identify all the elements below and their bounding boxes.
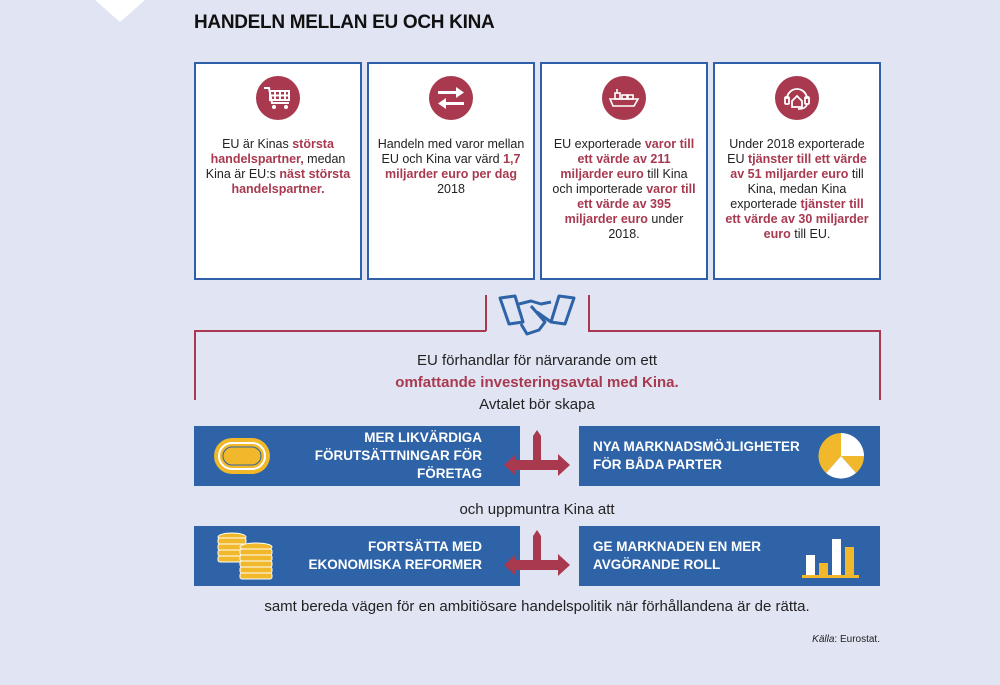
exchange-arrows-icon [429, 76, 473, 120]
highlight-text: tjänster till ett värde av 51 miljarder euro [730, 152, 867, 181]
card-text-segment: EU exporterade [553, 137, 645, 151]
card-text-segment: Handeln med varor mellan EU och Kina var värd [377, 137, 525, 166]
pie-chart-icon [816, 431, 866, 481]
info-card [713, 62, 881, 280]
card-text [377, 137, 525, 197]
negotiation-line1: EU förhandlar för närvarande om ett [416, 352, 658, 369]
encourage-text: och uppmuntra Kina att [459, 501, 615, 518]
card-text-segment: till Kina och importerade [552, 167, 688, 196]
box-market-role [579, 526, 880, 586]
box-equal-conditions [194, 426, 520, 486]
negotiation-line3: Avtalet bör skapa [479, 396, 595, 413]
card-text-segment: till EU. [790, 227, 831, 241]
source-note [812, 634, 880, 645]
highlight-text: 1,7 miljarder euro per dag [385, 152, 521, 181]
card-text [550, 137, 698, 242]
frame-left-stub [485, 295, 487, 331]
box-text: NYA MARKNADSMÖJLIGHETER FÖR BÅDA PARTER [593, 439, 800, 472]
info-card [194, 62, 362, 280]
frame-right-stub [588, 295, 590, 331]
card-text [723, 137, 871, 242]
branch-arrow-icon [502, 428, 572, 484]
box-economic-reforms [194, 526, 520, 586]
bar-chart-icon [802, 533, 862, 579]
card-text-segment: EU är Kinas [222, 137, 293, 151]
card-text-segment: Under 2018 exporterade EU [727, 137, 865, 166]
highlight-text: näst största handelspartner. [231, 167, 351, 196]
box-text: GE MARKNADEN EN MER AVGÖRANDE ROLL [593, 539, 762, 572]
box-market-opportunities [579, 426, 880, 486]
headset-service-icon [775, 76, 819, 120]
corner-marker [95, 0, 145, 22]
card-text-segment: medan Kina är EU:s [205, 152, 346, 181]
page-title: HANDELN MELLAN EU OCH KINA [194, 12, 495, 33]
highlight-text: varor till ett värde av 211 miljarder euro [560, 137, 695, 181]
highlight-text: tjänster till ett värde av 30 miljarder euro [725, 197, 869, 241]
card-text-segment: till Kina, medan Kina exporterade [730, 167, 864, 211]
card-text [204, 137, 352, 197]
handshake-icon [497, 292, 577, 340]
info-card [540, 62, 708, 280]
highlight-text: största handelspartner, [210, 137, 334, 166]
box-text: MER LIKVÄRDIGA FÖRUTSÄTTNINGAR FÖR FÖRETAG [314, 430, 482, 481]
card-text-segment: under 2018. [608, 212, 684, 241]
cargo-ship-icon [602, 76, 646, 120]
card-text-segment: 2018 [437, 182, 465, 196]
source-value: Eurostat. [839, 634, 880, 645]
running-track-icon [212, 435, 272, 477]
source-label: Källa [812, 634, 835, 645]
closing-text: samt bereda vägen för en ambitiösare handelspolitik när förhållandena är de rätta. [264, 598, 810, 615]
box-text: FORTSÄTTA MED EKONOMISKA REFORMER [308, 539, 482, 572]
shopping-cart-icon [256, 76, 300, 120]
source-separator: : [834, 634, 840, 645]
branch-arrow-icon [502, 528, 572, 584]
coin-stacks-icon [216, 531, 276, 581]
highlight-text: varor till ett värde av 395 miljarder euro [564, 182, 696, 226]
negotiation-line2: omfattande investeringsavtal med Kina. [395, 374, 679, 391]
info-card [367, 62, 535, 280]
